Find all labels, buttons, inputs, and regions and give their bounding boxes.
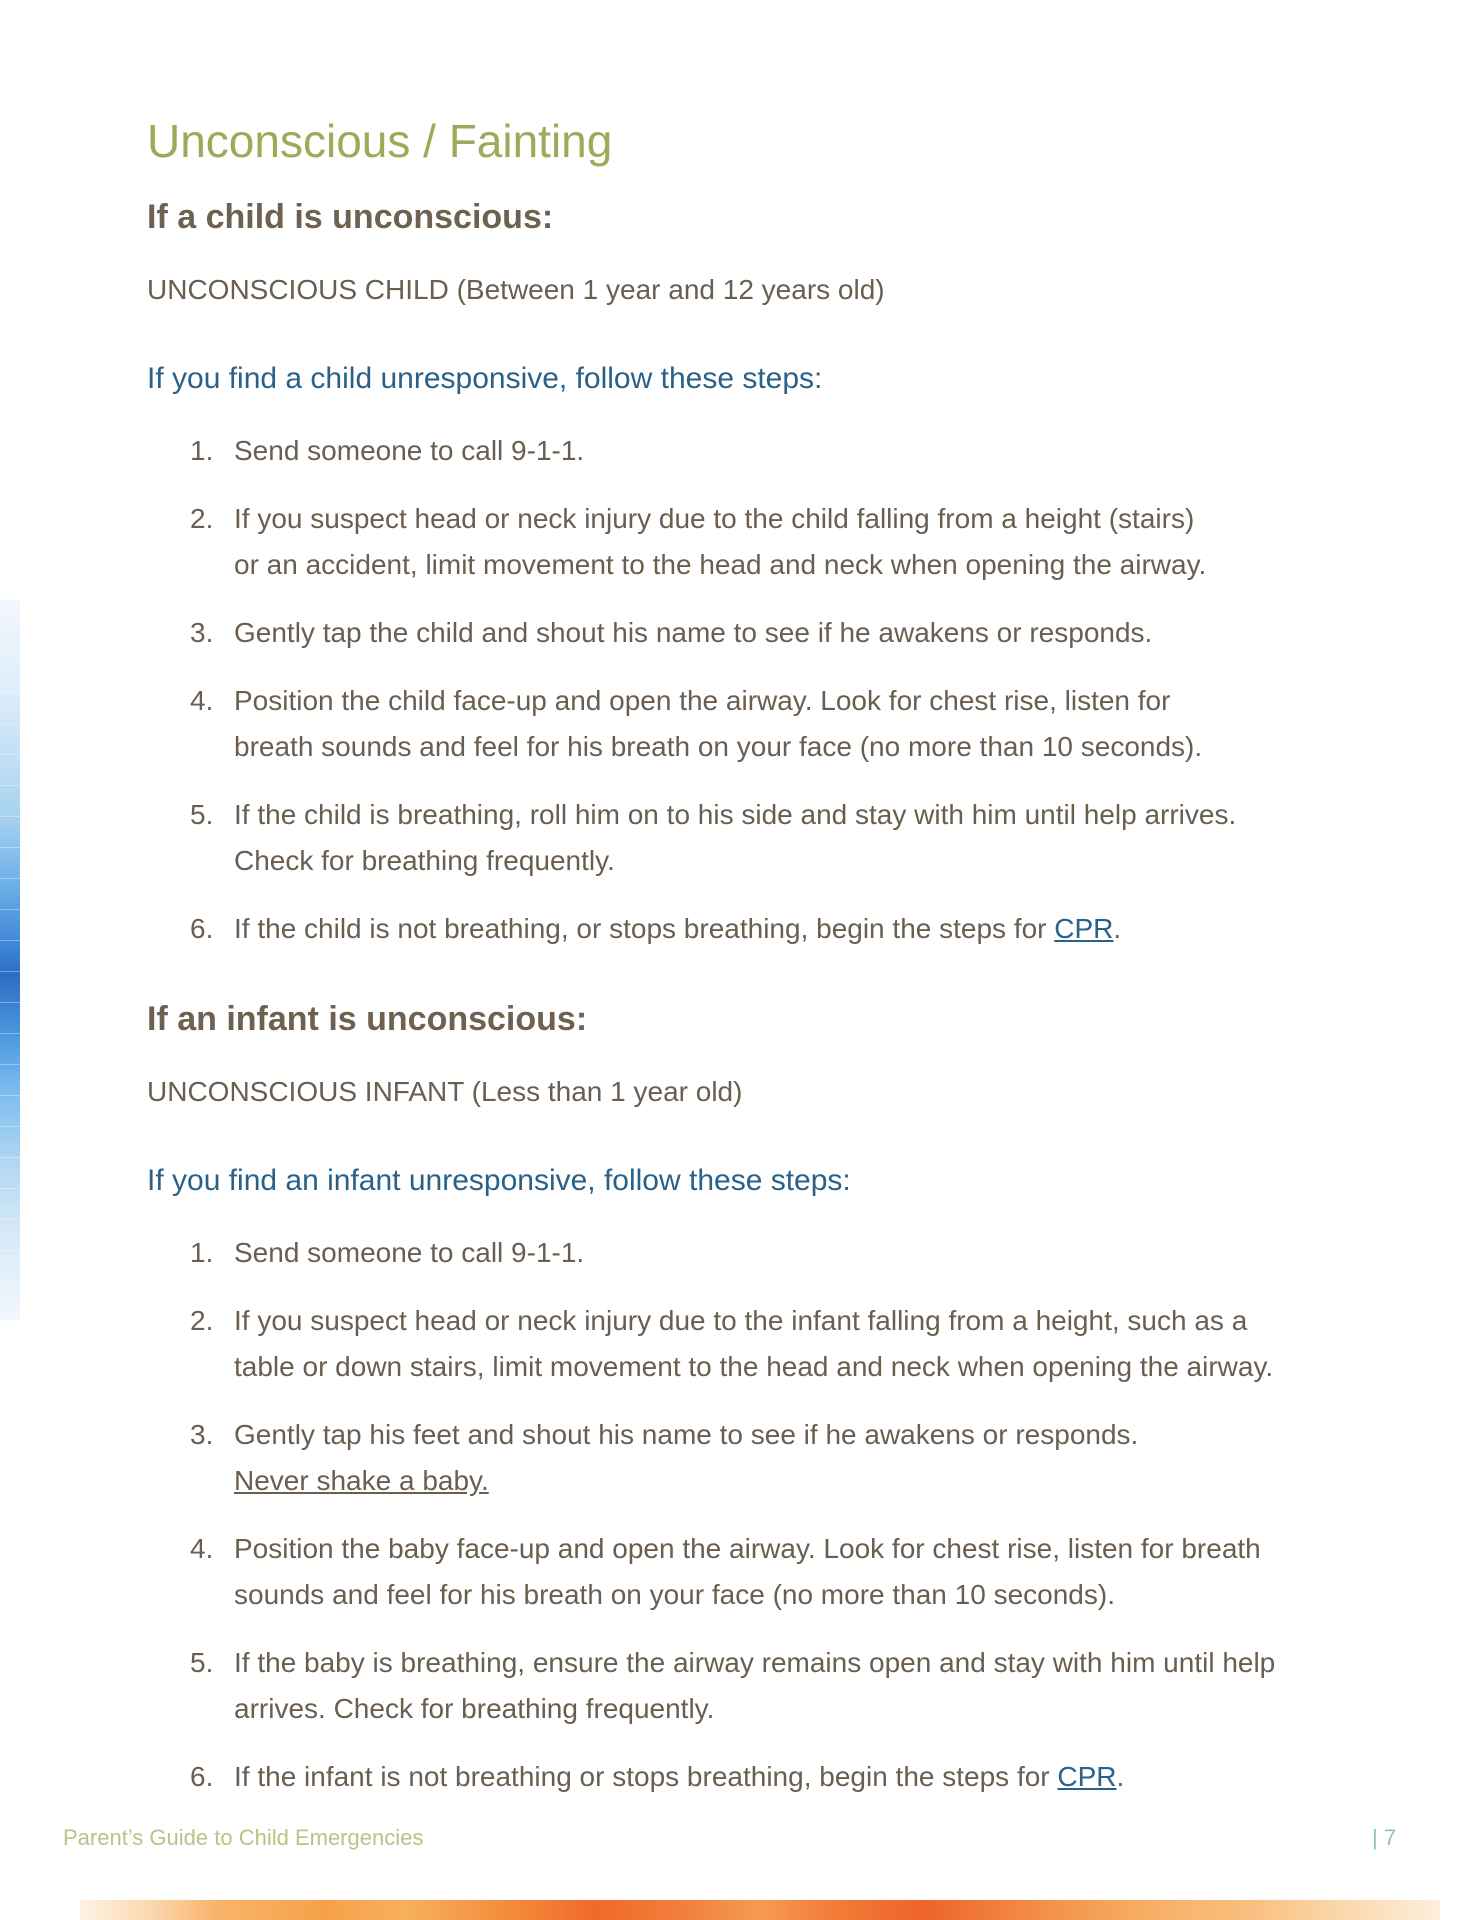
step-number: 3. (190, 1419, 214, 1450)
list-item (190, 1298, 1350, 1390)
infant-steps-list (190, 1230, 1350, 1822)
child-steps-intro: If you find a child unresponsive, follow these steps: (147, 362, 823, 395)
list-item (190, 792, 1350, 884)
step-text: If the child is breathing, roll him on to his side and stay with him until help arrives. (234, 799, 1237, 830)
step-text-lead: If the infant is not breathing or stops breathing, begin the steps for (234, 1761, 1058, 1792)
step-text: Send someone to call 9-1-1. (234, 1237, 585, 1268)
step-number: 2. (190, 503, 214, 534)
list-item (190, 1754, 1350, 1800)
child-steps-list (190, 428, 1350, 974)
step-text: If you suspect head or neck injury due to the child falling from a height (stairs) (234, 503, 1195, 534)
child-section-heading: If a child is unconscious: (147, 198, 554, 236)
step-number: 6. (190, 1761, 214, 1792)
list-item (190, 496, 1350, 588)
step-number: 6. (190, 913, 214, 944)
step-text: arrives. Check for breathing frequently. (234, 1693, 715, 1724)
step-text-end: . (1113, 913, 1122, 944)
list-item (190, 610, 1350, 656)
step-text: If the baby is breathing, ensure the airway remains open and stay with him until help (234, 1647, 1276, 1678)
step-text: breath sounds and feel for his breath on your face (no more than 10 seconds). (234, 731, 1203, 762)
step-text: Gently tap his feet and shout his name to see if he awakens or responds. (234, 1419, 1139, 1450)
step-number: 1. (190, 1237, 214, 1268)
step-number: 5. (190, 1647, 214, 1678)
step-text: sounds and feel for his breath on your face (no more than 10 seconds). (234, 1579, 1115, 1610)
step-text: If you suspect head or neck injury due to the infant falling from a height, such as a (234, 1305, 1248, 1336)
footer-title: Parent’s Guide to Child Emergencies (63, 1825, 424, 1850)
infant-subheading: UNCONSCIOUS INFANT (Less than 1 year old) (147, 1076, 743, 1107)
step-number: 3. (190, 617, 214, 648)
step-text: Position the child face-up and open the airway. Look for chest rise, listen for (234, 685, 1171, 716)
step-number: 2. (190, 1305, 214, 1336)
step-text: Check for breathing frequently. (234, 845, 615, 876)
step-number: 5. (190, 799, 214, 830)
step-number: 1. (190, 435, 214, 466)
step-number: 4. (190, 1533, 214, 1564)
left-decorative-strip (0, 600, 20, 1320)
list-item (190, 1640, 1350, 1732)
list-item (190, 1412, 1350, 1504)
infant-section-heading: If an infant is unconscious: (147, 1000, 588, 1038)
page-number: | 7 (1372, 1825, 1397, 1850)
step-text: Position the baby face-up and open the airway. Look for chest rise, listen for breath (234, 1533, 1261, 1564)
page-title: Unconscious / Fainting (147, 115, 613, 167)
list-item (190, 906, 1350, 952)
step-text: Send someone to call 9-1-1. (234, 435, 585, 466)
step-text: table or down stairs, limit movement to the head and neck when opening the airway. (234, 1351, 1274, 1382)
list-item (190, 678, 1350, 770)
step-text: or an accident, limit movement to the head and neck when opening the airway. (234, 549, 1207, 580)
step-text-lead: If the child is not breathing, or stops breathing, begin the steps for (234, 913, 1055, 944)
cpr-link[interactable]: CPR (1054, 913, 1114, 944)
step-text: Gently tap the child and shout his name to see if he awakens or responds. (234, 617, 1153, 648)
infant-steps-intro: If you find an infant unresponsive, follow these steps: (147, 1164, 851, 1197)
step-text-end: . (1116, 1761, 1125, 1792)
child-subheading: UNCONSCIOUS CHILD (Between 1 year and 12 years old) (147, 274, 885, 305)
list-item (190, 428, 1350, 474)
cpr-link[interactable]: CPR (1057, 1761, 1117, 1792)
never-shake-warning: Never shake a baby. (234, 1465, 489, 1496)
step-number: 4. (190, 685, 214, 716)
bottom-decorative-bar (80, 1900, 1440, 1920)
list-item (190, 1526, 1350, 1618)
list-item (190, 1230, 1350, 1276)
step-text (234, 906, 1350, 952)
step-text (234, 1754, 1350, 1800)
